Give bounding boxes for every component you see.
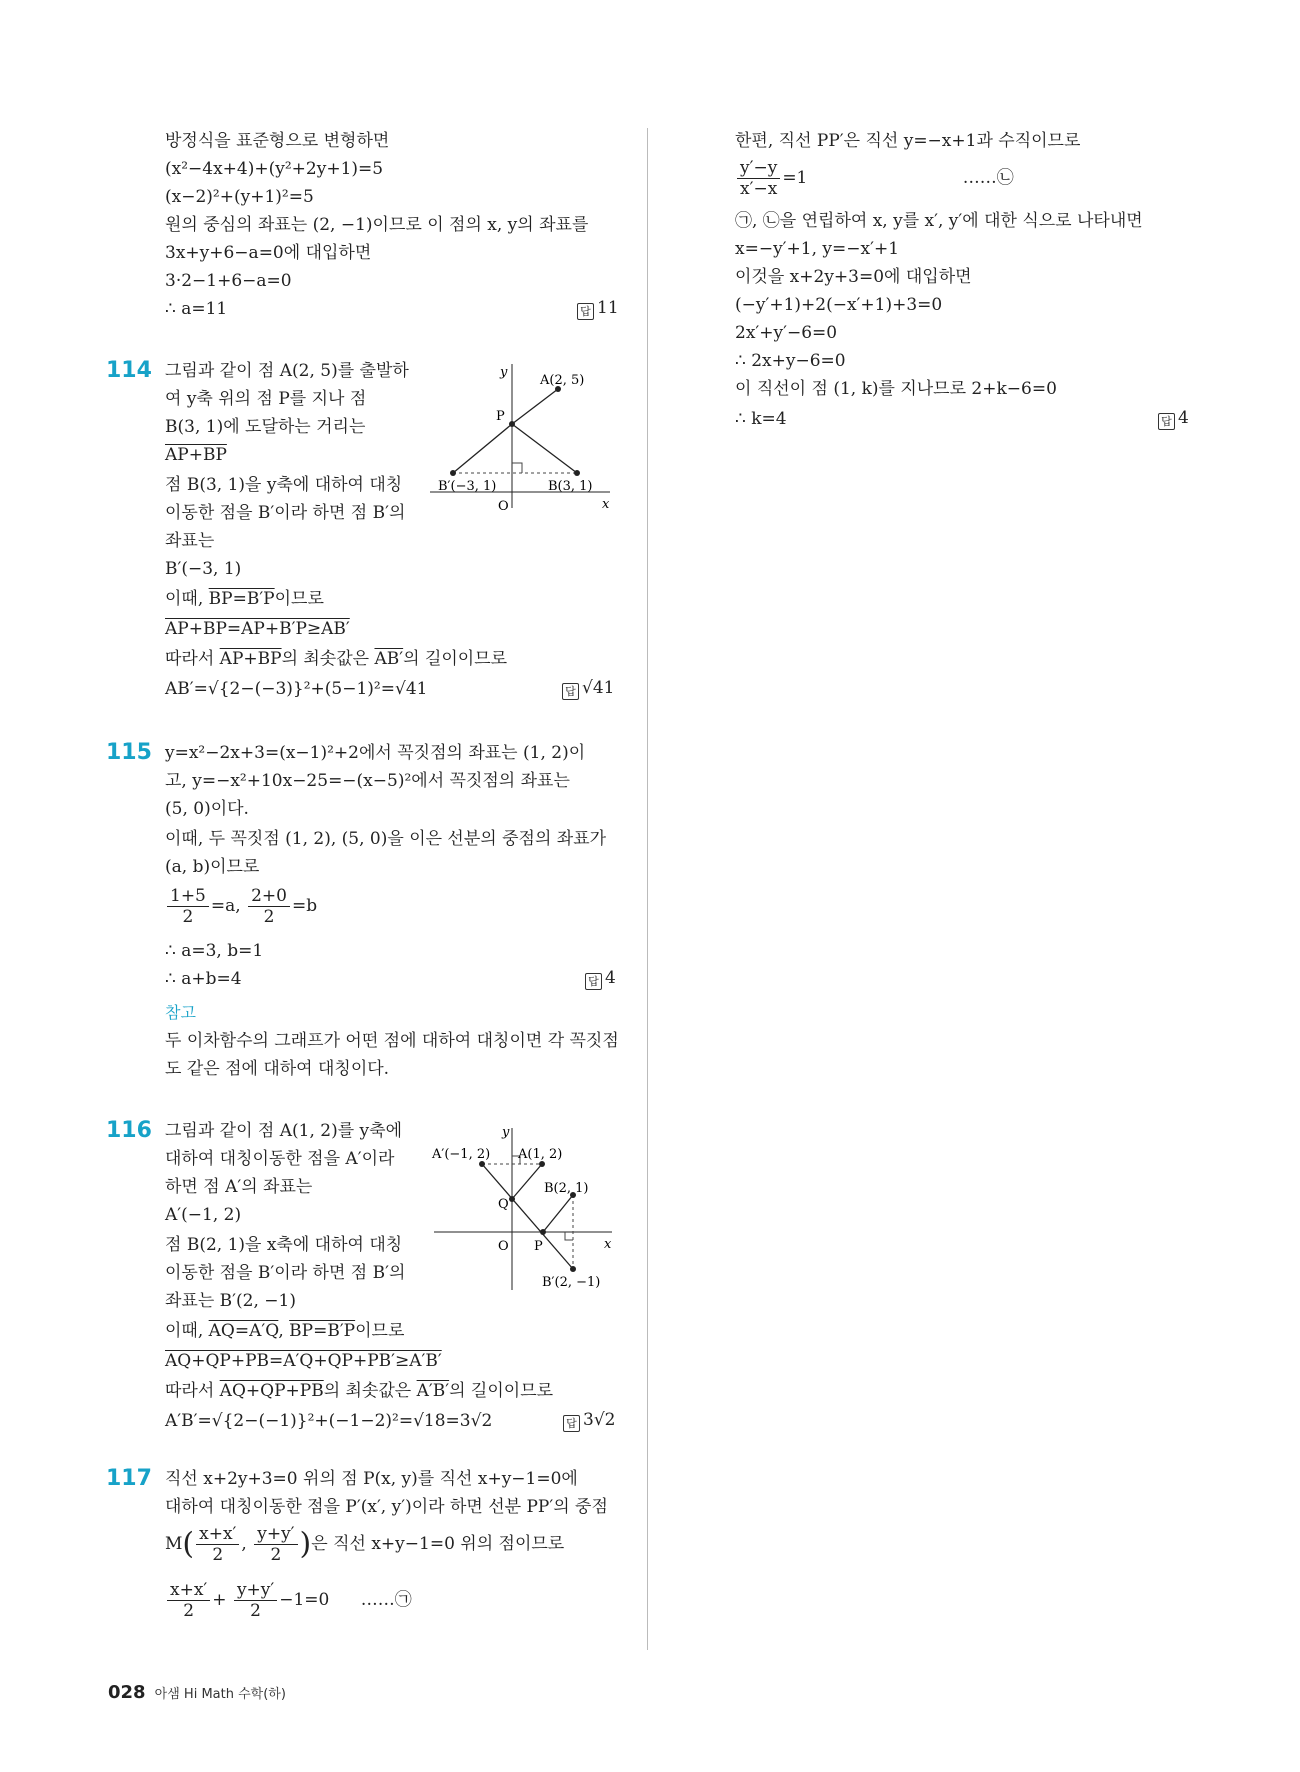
answer-value: 4 bbox=[605, 968, 616, 988]
text-line: 이때, AQ=A′Q, BP=B′P이므로 bbox=[165, 1321, 405, 1341]
conclusion-line: ∴ a=11 bbox=[165, 299, 228, 319]
text-line: 점 B(3, 1)을 y축에 대하여 대칭 bbox=[165, 475, 403, 495]
text-line: 방정식을 표준형으로 변형하면 bbox=[165, 131, 390, 151]
midpoint-line: M( $\frac{x+x'}{2}$ , $\frac{y+y'}{2}$ )은 직선 x+y−1=0 위의 점이므로 bbox=[165, 1524, 565, 1565]
text-line: 좌표는 B′(2, −1) bbox=[165, 1291, 296, 1311]
equation-2: $\frac{y'-y}{x'-x}$ =1 ……㉡ bbox=[735, 158, 1014, 199]
y-label: y bbox=[500, 365, 508, 380]
answer-115 bbox=[585, 968, 616, 990]
answer-mark-icon: 답 bbox=[562, 683, 579, 700]
text-line: 직선 x+2y+3=0 위의 점 P(x, y)를 직선 x+y−1=0에 bbox=[165, 1469, 578, 1489]
point-b-prime bbox=[450, 470, 456, 476]
conclusion-line: ∴ a=3, b=1 bbox=[165, 941, 264, 961]
text-line: 대하여 대칭이동한 점을 A′이라 bbox=[165, 1149, 395, 1169]
distance-equation: A′B′=√{2−(−1)}²+(−1−2)²=√18=3√2 bbox=[165, 1411, 493, 1431]
equation-line: (x−2)²+(y+1)²=5 bbox=[165, 187, 314, 207]
origin-label: O bbox=[498, 1239, 509, 1254]
point-b-label: B(3, 1) bbox=[548, 479, 593, 494]
point-b bbox=[574, 470, 580, 476]
text-line: 원의 중심의 좌표는 (2, −1)이므로 이 점의 x, y의 좌표를 bbox=[165, 215, 589, 235]
inequality-line: AQ+QP+PB=A′Q+QP+PB′≥A′B′ bbox=[165, 1351, 442, 1371]
text-line: 이때, BP=B′P이므로 bbox=[165, 589, 324, 609]
point-p-label: P bbox=[496, 409, 505, 424]
problem-number: 117 bbox=[106, 1466, 152, 1491]
coordinate-line: B′(−3, 1) bbox=[165, 559, 242, 579]
text-line: 하면 점 A′의 좌표는 bbox=[165, 1177, 313, 1197]
x-label: x bbox=[604, 1237, 612, 1252]
answer-value: 11 bbox=[597, 298, 619, 318]
answer-114 bbox=[562, 678, 614, 700]
point-b-prime-label: B′(2, −1) bbox=[542, 1275, 601, 1290]
inequality-line: AP+BP=AP+B′P≥AB′ bbox=[165, 619, 350, 639]
text-line: 이것을 x+2y+3=0에 대입하면 bbox=[735, 267, 972, 287]
text-line: 고, y=−x²+10x−25=−(x−5)²에서 꼭짓점의 좌표는 bbox=[165, 771, 570, 791]
right-angle-mark bbox=[565, 1232, 573, 1240]
fraction: $\frac{1+5}{2}$ bbox=[167, 886, 209, 927]
equation-tag: ……㉡ bbox=[962, 168, 1014, 188]
equation-line: 3·2−1+6−a=0 bbox=[165, 271, 292, 291]
answer-113 bbox=[577, 298, 619, 320]
problem-number: 115 bbox=[106, 740, 152, 765]
text-line: 3x+y+6−a=0에 대입하면 bbox=[165, 243, 372, 263]
answer-116 bbox=[563, 1410, 615, 1432]
point-b-label: B(2, 1) bbox=[544, 1181, 589, 1196]
segment-ap bbox=[512, 389, 558, 424]
problem-number: 114 bbox=[106, 358, 152, 383]
figure-116-graph bbox=[430, 1120, 620, 1295]
text-line: 이때, 두 꼭짓점 (1, 2), (5, 0)을 이은 선분의 중점의 좌표가 bbox=[165, 829, 607, 849]
midpoint-fraction-line: $\frac{1+5}{2}$ =a, $\frac{2+0}{2}$ =b bbox=[165, 886, 317, 927]
answer-mark-icon: 답 bbox=[577, 303, 594, 320]
point-a-label: A(1, 2) bbox=[518, 1147, 563, 1162]
text-line: 대하여 대칭이동한 점을 P′(x′, y′)이라 하면 선분 PP′의 중점 bbox=[165, 1497, 608, 1517]
answer-value: 3√2 bbox=[583, 1410, 616, 1430]
equation-line: x=−y′+1, y=−x′+1 bbox=[735, 239, 900, 259]
text-line: 이 직선이 점 (1, k)를 지나므로 2+k−6=0 bbox=[735, 379, 1057, 399]
equation-line: 2x′+y′−6=0 bbox=[735, 323, 838, 343]
segment-aq bbox=[512, 1164, 542, 1199]
problem-number: 116 bbox=[106, 1118, 152, 1143]
answer-value: 4 bbox=[1178, 408, 1189, 428]
conclusion-line: ∴ k=4 bbox=[735, 409, 787, 429]
text-line: 좌표는 bbox=[165, 531, 215, 551]
note-text: 두 이차함수의 그래프가 어떤 점에 대하여 대칭이면 각 꼭짓점 bbox=[165, 1031, 619, 1051]
point-p-label: P bbox=[534, 1239, 543, 1254]
text-line: 이동한 점을 B′이라 하면 점 B′의 bbox=[165, 503, 406, 523]
text-line: 따라서 AQ+QP+PB의 최솟값은 A′B′의 길이이므로 bbox=[165, 1381, 554, 1401]
point-a-prime-label: A′(−1, 2) bbox=[432, 1147, 491, 1162]
answer-value: √41 bbox=[582, 678, 615, 698]
text-line: ㉠, ㉡을 연립하여 x, y를 x′, y′에 대한 식으로 나타내면 bbox=[735, 211, 1143, 231]
text-line: (a, b)이므로 bbox=[165, 857, 260, 877]
conclusion-line: ∴ 2x+y−6=0 bbox=[735, 351, 846, 371]
answer-mark-icon: 답 bbox=[585, 973, 602, 990]
coordinate-line: A′(−1, 2) bbox=[165, 1205, 242, 1225]
x-label: x bbox=[602, 497, 610, 510]
equation-line: (x²−4x+4)+(y²+2y+1)=5 bbox=[165, 159, 384, 179]
note-label: 참고 bbox=[165, 1003, 196, 1022]
point-q bbox=[509, 1196, 515, 1202]
text-line: B(3, 1)에 도달하는 거리는 bbox=[165, 417, 366, 437]
equation-1: $\frac{x+x'}{2}$ + $\frac{y+y'}{2}$ −1=0 ……㉠ bbox=[165, 1580, 412, 1621]
segment-a-prime-b-prime bbox=[482, 1164, 573, 1269]
point-p bbox=[509, 421, 515, 427]
origin-label: O bbox=[498, 499, 509, 510]
answer-117 bbox=[1158, 408, 1189, 430]
page-number: 028 bbox=[108, 1682, 146, 1703]
segment-pb-prime bbox=[453, 424, 512, 473]
y-label: y bbox=[502, 1125, 510, 1140]
text-line: 그림과 같이 점 A(2, 5)를 출발하 bbox=[165, 361, 409, 381]
text-line: 이동한 점을 B′이라 하면 점 B′의 bbox=[165, 1263, 406, 1283]
distance-equation: AB′=√{2−(−3)}²+(5−1)²=√41 bbox=[165, 679, 428, 699]
answer-mark-icon: 답 bbox=[563, 1415, 580, 1432]
column-divider bbox=[647, 128, 648, 1650]
text-line: 그림과 같이 점 A(1, 2)를 y축에 bbox=[165, 1121, 402, 1141]
page-footer bbox=[108, 1682, 286, 1703]
book-title: 아샘 Hi Math 수학(하) bbox=[154, 1687, 286, 1702]
text-line: (5, 0)이다. bbox=[165, 799, 249, 819]
note-text: 도 같은 점에 대하여 대칭이다. bbox=[165, 1059, 390, 1079]
equation-tag: ……㉠ bbox=[360, 1590, 412, 1610]
segment-sum: AP+BP bbox=[165, 445, 227, 465]
text-line: 점 B(2, 1)을 x축에 대하여 대칭 bbox=[165, 1235, 403, 1255]
text-line: y=x²−2x+3=(x−1)²+2에서 꼭짓점의 좌표는 (1, 2)이 bbox=[165, 743, 586, 763]
segment-pb bbox=[543, 1195, 573, 1232]
point-b-prime bbox=[570, 1266, 576, 1272]
point-q-label: Q bbox=[498, 1197, 509, 1212]
answer-mark-icon: 답 bbox=[1158, 413, 1175, 430]
conclusion-line: ∴ a+b=4 bbox=[165, 969, 242, 989]
point-p bbox=[540, 1229, 546, 1235]
figure-114-graph bbox=[430, 360, 620, 510]
equation-line: (−y′+1)+2(−x′+1)+3=0 bbox=[735, 295, 943, 315]
text-line: 한편, 직선 PP′은 직선 y=−x+1과 수직이므로 bbox=[735, 131, 1081, 151]
right-angle-mark bbox=[512, 463, 522, 473]
text-line: 따라서 AP+BP의 최솟값은 AB′의 길이이므로 bbox=[165, 649, 508, 669]
fraction: $\frac{2+0}{2}$ bbox=[248, 886, 290, 927]
text-line: 여 y축 위의 점 P를 지나 점 bbox=[165, 389, 367, 409]
point-b-prime-label: B′(−3, 1) bbox=[438, 479, 497, 494]
point-a-label: A(2, 5) bbox=[540, 373, 585, 388]
